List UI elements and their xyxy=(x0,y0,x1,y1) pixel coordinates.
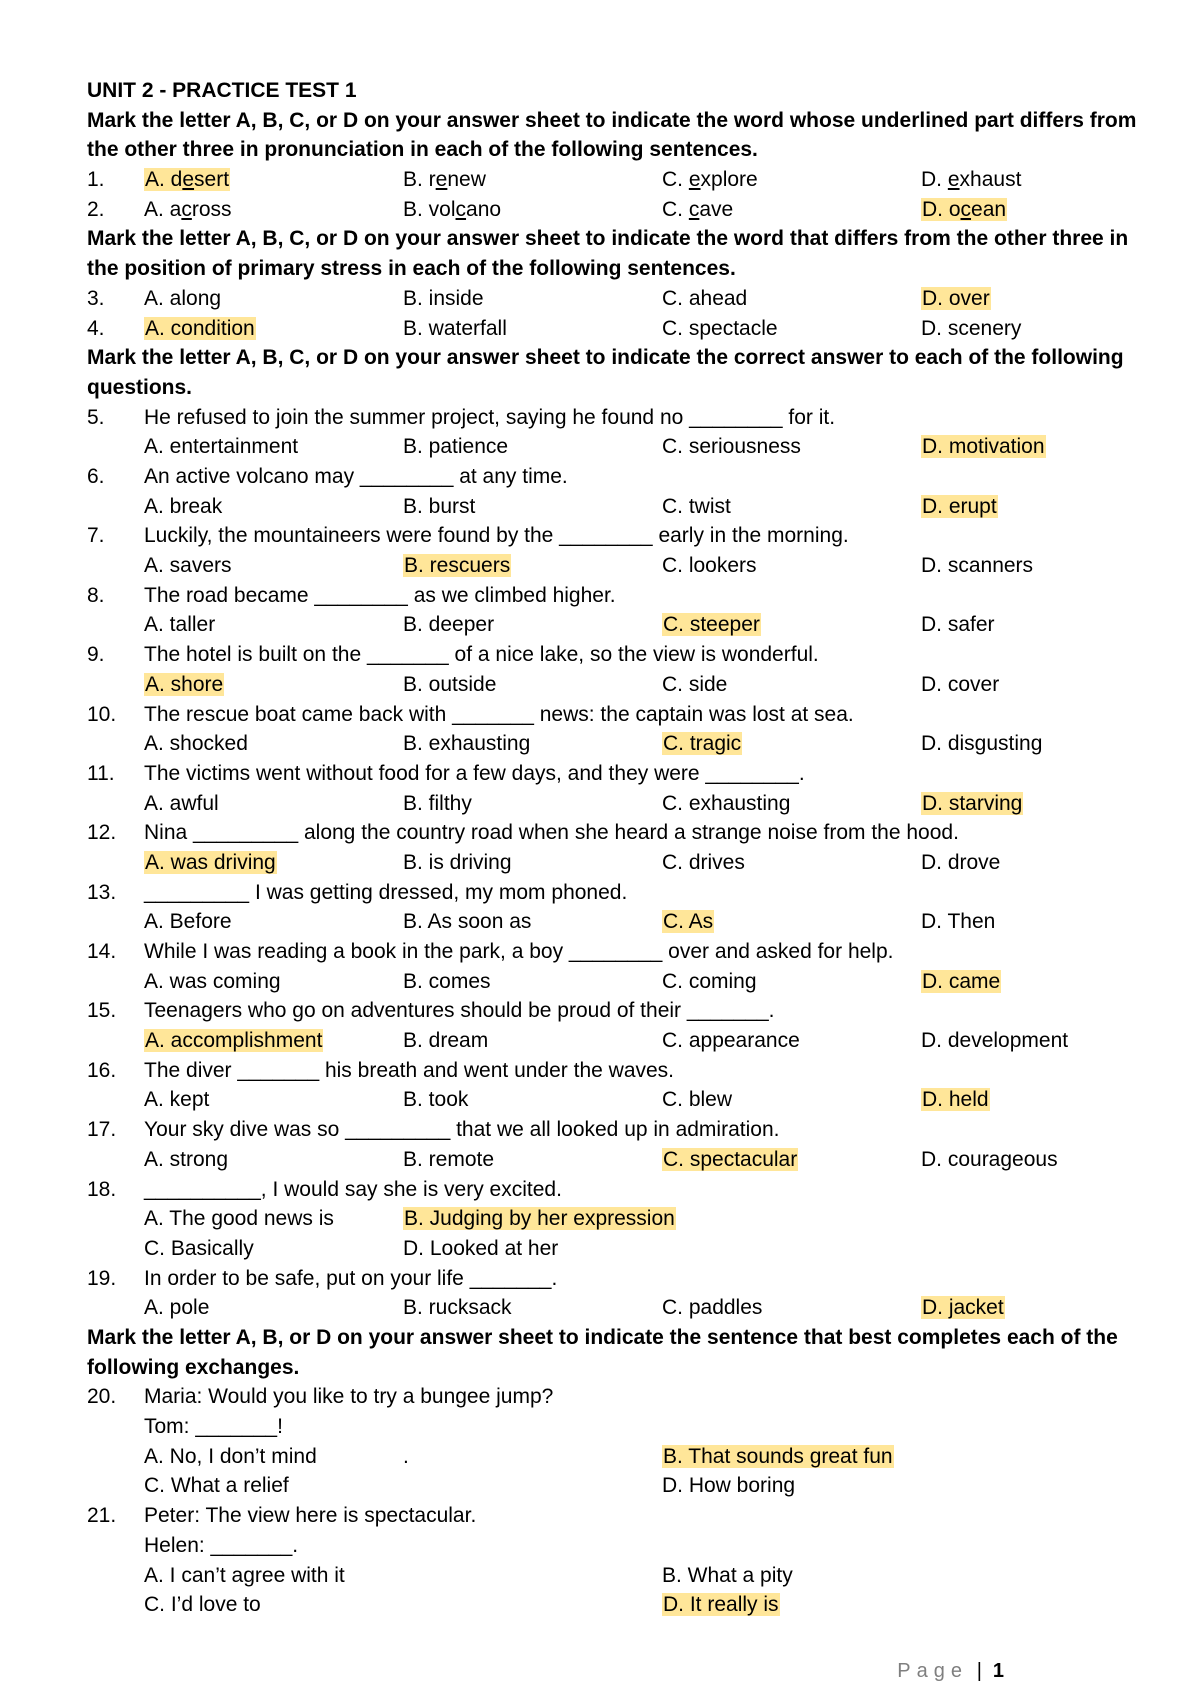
option-c-answer: C. As xyxy=(663,910,714,934)
question-stem: The victims went without food for a few days, and they were ________. xyxy=(144,761,805,785)
option-b xyxy=(403,165,486,195)
dialogue-line-1: Maria: Would you like to try a bungee jump? xyxy=(144,1385,554,1409)
pronunciation-row xyxy=(87,165,1137,195)
option-d xyxy=(921,195,1007,225)
question-number: 18. xyxy=(87,1177,117,1201)
option-d: D. scenery xyxy=(921,316,1022,340)
option-text-pre: A. a xyxy=(144,197,182,221)
option-c-answer: C. steeper xyxy=(663,613,760,637)
question-number: 1. xyxy=(87,168,105,192)
option-a xyxy=(144,670,224,700)
underlined-part: e xyxy=(182,168,195,192)
question-stem: Your sky dive was so _________ that we all looked up in admiration. xyxy=(144,1118,780,1142)
option-d: D. Then xyxy=(921,910,996,934)
question-stem: The road became ________ as we climbed higher. xyxy=(144,583,616,607)
option-a xyxy=(144,195,232,225)
option-b: B. rucksack xyxy=(403,1296,512,1320)
page-label: Page xyxy=(897,1660,968,1682)
question-row xyxy=(87,759,1137,789)
option-c: C. coming xyxy=(662,969,757,993)
page-footer xyxy=(0,1660,1200,1688)
underlined-part: e xyxy=(947,168,960,192)
option-b-answer: B. rescuers xyxy=(404,554,511,578)
option-text-pre: D. o xyxy=(922,197,961,221)
question-stem: The rescue boat came back with _______ news: the captain was lost at sea. xyxy=(144,702,854,726)
option-text-pre: C. xyxy=(662,197,689,221)
option-b: B. exhausting xyxy=(403,732,531,756)
option-a xyxy=(144,165,230,195)
option-a xyxy=(144,314,256,344)
question-row xyxy=(87,996,1137,1026)
option-c: C. spectacle xyxy=(662,316,778,340)
question-21-options-row2 xyxy=(87,1590,1137,1620)
question-number: 19. xyxy=(87,1266,117,1290)
question-options-row xyxy=(87,670,1137,700)
option-c: C. seriousness xyxy=(662,435,801,459)
option-b: B. inside xyxy=(403,286,484,310)
question-19 xyxy=(87,1264,1137,1294)
question-row xyxy=(87,462,1137,492)
option-text-post: xhaust xyxy=(959,168,1022,192)
option-text-pre: C. xyxy=(662,168,689,192)
question-row xyxy=(87,818,1137,848)
option-a-answer: A. shore xyxy=(145,672,224,696)
option-d xyxy=(921,165,1021,195)
question-20-line2 xyxy=(87,1412,1137,1442)
option-a: A. kept xyxy=(144,1088,210,1112)
option-a xyxy=(144,1026,323,1056)
question-18-options-row1 xyxy=(87,1204,1137,1234)
question-options-row xyxy=(87,492,1137,522)
option-a: A. No, I don’t mind xyxy=(144,1444,317,1468)
option-b: B. is driving xyxy=(403,850,512,874)
option-text-post: ave xyxy=(699,197,734,221)
question-options-row xyxy=(87,729,1137,759)
pronunciation-block xyxy=(87,165,1137,224)
option-d-answer: D. over xyxy=(922,286,990,310)
page-title: UNIT 2 - PRACTICE TEST 1 xyxy=(87,79,357,102)
question-options-row xyxy=(87,967,1137,997)
option-b: B. patience xyxy=(403,435,509,459)
question-21 xyxy=(87,1501,1137,1531)
option-c: C. lookers xyxy=(662,554,757,578)
question-stem: The hotel is built on the _______ of a nice lake, so the view is wonderful. xyxy=(144,643,819,667)
option-a-answer: A. condition xyxy=(145,316,255,340)
option-c: C. twist xyxy=(662,494,731,518)
question-options-row xyxy=(87,432,1137,462)
question-stem: Nina _________ along the country road when she heard a strange noise from the hood. xyxy=(144,821,959,845)
underlined-part: c xyxy=(181,197,192,221)
option-d: D. How boring xyxy=(662,1474,796,1498)
dialogue-line-1: Peter: The view here is spectacular. xyxy=(144,1504,477,1528)
page-number: 1 xyxy=(992,1660,1004,1682)
option-b-answer: B. That sounds great fun xyxy=(663,1444,893,1468)
option-text-post: ean xyxy=(971,197,1007,221)
option-d-answer: D. held xyxy=(922,1088,989,1112)
option-c: C. appearance xyxy=(662,1029,800,1053)
option-a: A. The good news is xyxy=(144,1207,334,1231)
question-options-row xyxy=(87,907,1137,937)
stress-block xyxy=(87,284,1137,343)
question-options-row xyxy=(87,1026,1137,1056)
option-c: C. exhausting xyxy=(662,791,791,815)
question-number: 5. xyxy=(87,405,105,429)
option-b: B. took xyxy=(403,1088,469,1112)
option-a: A. taller xyxy=(144,613,216,637)
question-row xyxy=(87,1115,1137,1145)
question-number: 12. xyxy=(87,821,117,845)
question-options-row xyxy=(87,610,1137,640)
option-text-pre: A. d xyxy=(145,168,183,192)
question-18 xyxy=(87,1175,1137,1205)
option-text-pre: D. xyxy=(921,168,948,192)
option-c: C. I’d love to xyxy=(144,1593,261,1617)
option-d-answer: D. jacket xyxy=(922,1296,1004,1320)
question-options-row xyxy=(87,848,1137,878)
option-b: B. What a pity xyxy=(662,1563,793,1587)
option-a: A. pole xyxy=(144,1296,210,1320)
option-c xyxy=(662,1145,798,1175)
option-answer-highlight xyxy=(144,168,230,191)
question-number: 7. xyxy=(87,524,105,548)
option-b: B. comes xyxy=(403,969,491,993)
option-a: A. awful xyxy=(144,791,219,815)
option-b: B. burst xyxy=(403,494,476,518)
option-d: D. disgusting xyxy=(921,732,1043,756)
option-d-answer: D. It really is xyxy=(663,1593,779,1617)
question-row xyxy=(87,937,1137,967)
question-18-options-row2 xyxy=(87,1234,1137,1264)
question-row xyxy=(87,700,1137,730)
question-stem: _________ I was getting dressed, my mom phoned. xyxy=(144,880,628,904)
question-number: 16. xyxy=(87,1058,117,1082)
option-b: B. waterfall xyxy=(403,316,507,340)
option-b xyxy=(403,551,511,581)
option-d xyxy=(921,492,998,522)
question-number: 2. xyxy=(87,197,105,221)
stray-dot: . xyxy=(403,1444,409,1468)
option-c: C. blew xyxy=(662,1088,733,1112)
question-number: 14. xyxy=(87,940,117,964)
option-b: B. filthy xyxy=(403,791,472,815)
question-20 xyxy=(87,1382,1137,1412)
option-d: D. development xyxy=(921,1029,1069,1053)
option-d xyxy=(921,432,1046,462)
underlined-part: e xyxy=(435,168,448,192)
option-c: C. paddles xyxy=(662,1296,763,1320)
option-d-answer: D. motivation xyxy=(922,435,1045,459)
question-options-row xyxy=(87,789,1137,819)
option-b: B. remote xyxy=(403,1147,495,1171)
option-a xyxy=(144,848,277,878)
option-answer-highlight xyxy=(921,198,1007,221)
dialogue-line-2: Helen: _______. xyxy=(144,1533,299,1557)
option-d: D. courageous xyxy=(921,1147,1058,1171)
option-text-pre: B. r xyxy=(403,168,436,192)
instruction-stress: Mark the letter A, B, C, or D on your answer sheet to indicate the word that differs from the other three in the position of primary stress in each of the following sentences. xyxy=(87,227,1129,281)
pronunciation-row xyxy=(87,195,1137,225)
question-stem: In order to be safe, put on your life _______. xyxy=(144,1266,558,1290)
option-a-answer: A. was driving xyxy=(145,850,276,874)
dialogue-line-2: Tom: _______! xyxy=(144,1415,283,1439)
option-d-answer: D. came xyxy=(922,969,1001,993)
question-number: 21. xyxy=(87,1504,117,1528)
instruction-questions: Mark the letter A, B, C, or D on your answer sheet to indicate the correct answer to each of the following questions. xyxy=(87,346,1124,399)
question-row xyxy=(87,403,1137,433)
question-number: 6. xyxy=(87,465,105,489)
question-stem: Teenagers who go on adventures should be proud of their _______. xyxy=(144,999,775,1023)
underlined-part: c xyxy=(455,197,467,221)
option-c xyxy=(662,610,761,640)
question-stem: While I was reading a book in the park, a boy ________ over and asked for help. xyxy=(144,940,894,964)
question-19-options xyxy=(87,1293,1137,1323)
question-number: 20. xyxy=(87,1385,117,1409)
instruction-pronunciation: Mark the letter A, B, C, or D on your answer sheet to indicate the word whose underlined part differs from the other three in pronunciation in each of the following sentences. xyxy=(87,108,1137,162)
option-d xyxy=(921,1293,1005,1323)
question-stem: He refused to join the summer project, saying he found no ________ for it. xyxy=(144,405,836,429)
question-number: 4. xyxy=(87,316,105,340)
question-options-row xyxy=(87,551,1137,581)
option-a: A. along xyxy=(144,286,222,310)
question-number: 11. xyxy=(87,761,115,785)
question-stem: __________, I would say she is very excited. xyxy=(144,1177,562,1201)
option-c: C. side xyxy=(662,672,728,696)
option-b: B. deeper xyxy=(403,613,495,637)
option-b-answer: B. Judging by her expression xyxy=(404,1207,675,1231)
stress-row xyxy=(87,284,1137,314)
question-options-row xyxy=(87,1085,1137,1115)
question-number: 9. xyxy=(87,643,105,667)
option-a: A. was coming xyxy=(144,969,281,993)
option-b: B. dream xyxy=(403,1029,489,1053)
option-text-post: sert xyxy=(194,168,230,192)
option-c xyxy=(662,907,714,937)
question-number: 3. xyxy=(87,286,105,310)
question-21-line2 xyxy=(87,1531,1137,1561)
question-row xyxy=(87,878,1137,908)
option-b: B. As soon as xyxy=(403,910,532,934)
question-number: 15. xyxy=(87,999,117,1023)
option-a: A. shocked xyxy=(144,732,248,756)
option-text-post: ross xyxy=(191,197,232,221)
option-d xyxy=(921,284,991,314)
option-d: D. cover xyxy=(921,672,1000,696)
questions-block xyxy=(87,403,1137,1175)
question-21-options-row1 xyxy=(87,1561,1137,1591)
option-c: C. What a relief xyxy=(144,1474,289,1498)
option-b xyxy=(403,195,501,225)
question-20-options-row1 xyxy=(87,1442,1137,1472)
question-stem: Luckily, the mountaineers were found by the ________ early in the morning. xyxy=(144,524,849,548)
option-c: C. drives xyxy=(662,850,745,874)
option-a: A. break xyxy=(144,494,223,518)
option-text-post: new xyxy=(447,168,486,192)
stress-row xyxy=(87,314,1137,344)
option-text-post: xplore xyxy=(700,168,758,192)
document-page xyxy=(87,76,1137,1620)
option-c: C. ahead xyxy=(662,286,748,310)
question-options-row xyxy=(87,1145,1137,1175)
underlined-part: e xyxy=(688,168,701,192)
question-stem: The diver _______ his breath and went under the waves. xyxy=(144,1058,675,1082)
question-number: 13. xyxy=(87,880,117,904)
option-a: A. Before xyxy=(144,910,232,934)
option-d xyxy=(921,789,1023,819)
option-a: A. I can’t agree with it xyxy=(144,1563,345,1587)
option-b: B. outside xyxy=(403,672,497,696)
question-number: 10. xyxy=(87,702,117,726)
question-row xyxy=(87,521,1137,551)
option-a-answer: A. accomplishment xyxy=(145,1029,323,1053)
option-d: D. safer xyxy=(921,613,995,637)
option-c xyxy=(662,729,742,759)
option-d: D. Looked at her xyxy=(403,1236,559,1260)
question-20-options-row2 xyxy=(87,1471,1137,1501)
option-c: C. Basically xyxy=(144,1236,254,1260)
question-row xyxy=(87,581,1137,611)
page-separator: | xyxy=(976,1660,982,1682)
option-a: A. strong xyxy=(144,1147,229,1171)
option-c-answer: C. tragic xyxy=(663,732,742,756)
option-d-answer: D. starving xyxy=(922,791,1023,815)
option-a: A. savers xyxy=(144,554,232,578)
instruction-exchanges: Mark the letter A, B, or D on your answer sheet to indicate the sentence that best completes each of the following exchanges. xyxy=(87,1325,1118,1379)
option-a: A. entertainment xyxy=(144,435,299,459)
underlined-part: c xyxy=(960,197,972,221)
underlined-part: c xyxy=(688,197,700,221)
option-d xyxy=(921,967,1001,997)
question-row xyxy=(87,1056,1137,1086)
option-text-post: ano xyxy=(466,197,502,221)
option-d xyxy=(921,1085,990,1115)
option-d-answer: D. erupt xyxy=(922,494,997,518)
question-row xyxy=(87,640,1137,670)
option-text-pre: B. vol xyxy=(403,197,456,221)
question-stem: An active volcano may ________ at any time. xyxy=(144,465,568,489)
option-d: D. scanners xyxy=(921,554,1034,578)
option-c xyxy=(662,165,758,195)
option-c xyxy=(662,195,733,225)
option-d: D. drove xyxy=(921,850,1001,874)
option-c-answer: C. spectacular xyxy=(663,1147,798,1171)
question-number: 8. xyxy=(87,583,105,607)
question-number: 17. xyxy=(87,1118,117,1142)
